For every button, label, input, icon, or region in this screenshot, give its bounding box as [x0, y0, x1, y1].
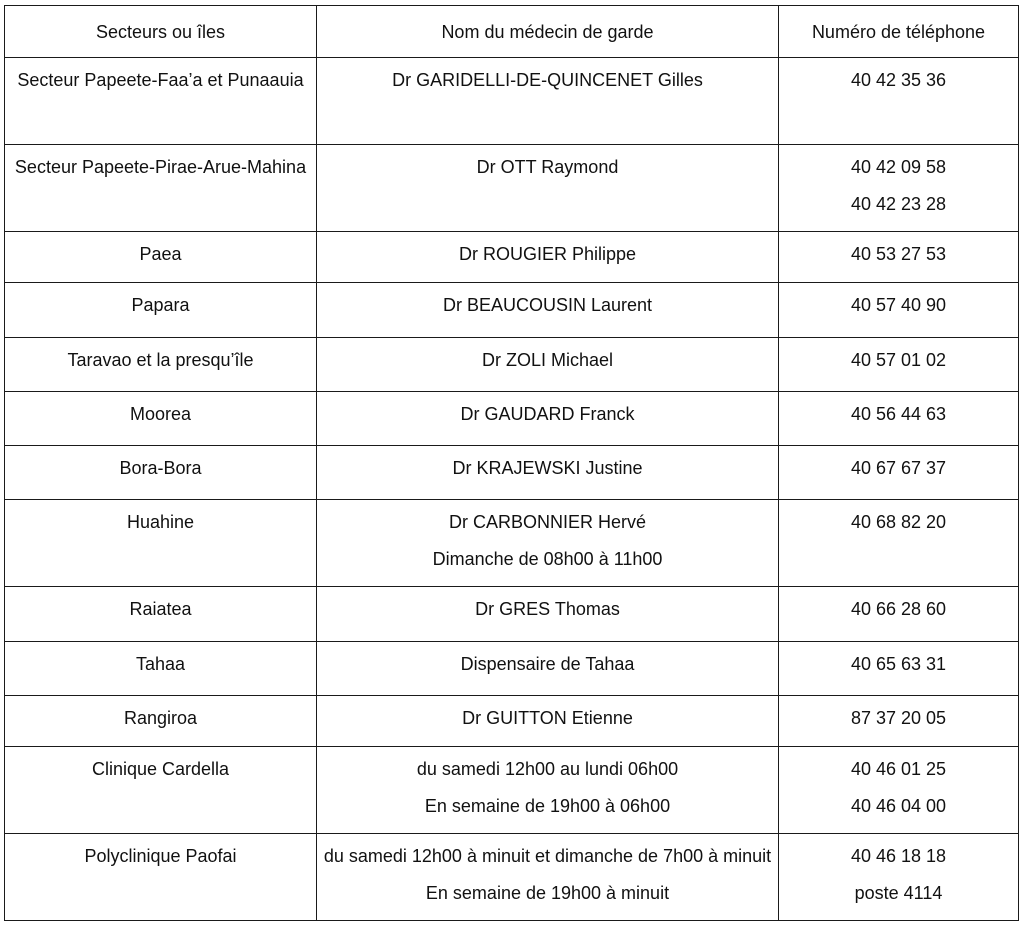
schedule-note: du samedi 12h00 au lundi 06h00 — [416, 759, 679, 779]
phone-number: 40 66 28 60 — [850, 599, 947, 619]
phone-cell — [779, 696, 1019, 747]
table-row — [5, 338, 1019, 392]
sector-cell — [5, 747, 317, 834]
header-phone: Numéro de téléphone — [779, 6, 1019, 58]
sector-cell — [5, 283, 317, 338]
table-row — [5, 232, 1019, 283]
phone-cell — [779, 500, 1019, 587]
header-sector: Secteurs ou îles — [5, 6, 317, 58]
phone-cell — [779, 338, 1019, 392]
phone-cell — [779, 587, 1019, 642]
header-doctor: Nom du médecin de garde — [317, 6, 779, 58]
sector-name: Raiatea — [129, 599, 192, 619]
table-row — [5, 834, 1019, 921]
sector-name: Polyclinique Paofai — [84, 846, 237, 866]
doctor-cell — [317, 145, 779, 232]
table-row — [5, 696, 1019, 747]
phone-number: 40 42 23 28 — [850, 194, 947, 214]
sector-name: Bora-Bora — [119, 458, 202, 478]
phone-cell — [779, 58, 1019, 145]
sector-name: Rangiroa — [123, 708, 198, 728]
doctor-name: Dr ROUGIER Philippe — [458, 244, 637, 264]
schedule-note: En semaine de 19h00 à 06h00 — [424, 796, 671, 816]
phone-number: 40 46 18 18 — [850, 846, 947, 866]
table-row — [5, 392, 1019, 446]
doctor-cell — [317, 500, 779, 587]
doctor-name: Dr KRAJEWSKI Justine — [452, 458, 643, 478]
sector-cell — [5, 696, 317, 747]
doctor-cell — [317, 392, 779, 446]
phone-cell — [779, 392, 1019, 446]
table-row — [5, 283, 1019, 338]
sector-cell — [5, 145, 317, 232]
sector-name: Paea — [139, 244, 182, 264]
sector-cell — [5, 587, 317, 642]
doctor-cell — [317, 696, 779, 747]
phone-number: 40 67 67 37 — [850, 458, 947, 478]
sector-name: Tahaa — [135, 654, 186, 674]
doctor-cell — [317, 232, 779, 283]
doctor-cell — [317, 587, 779, 642]
doctor-name: Dr CARBONNIER Hervé — [448, 512, 647, 532]
doctor-name: Dr GAUDARD Franck — [460, 404, 635, 424]
phone-number: 40 57 01 02 — [850, 350, 947, 370]
table-row — [5, 747, 1019, 834]
doctor-cell — [317, 834, 779, 921]
doctor-cell — [317, 446, 779, 500]
phone-cell — [779, 283, 1019, 338]
sector-cell — [5, 58, 317, 145]
doctor-name: Dr BEAUCOUSIN Laurent — [442, 295, 653, 315]
phone-number: 40 57 40 90 — [850, 295, 947, 315]
doctor-name: Dispensaire de Tahaa — [460, 654, 635, 674]
sector-name: Clinique Cardella — [91, 759, 230, 779]
phone-number: 40 68 82 20 — [850, 512, 947, 532]
schedule-note: du samedi 12h00 à minuit et dimanche de 7h00 à minuit — [323, 846, 772, 866]
doctor-name: Dr GRES Thomas — [475, 599, 620, 619]
doctor-name: Dr GARIDELLI-DE-QUINCENET Gilles — [392, 70, 703, 90]
doctor-name: Dr ZOLI Michael — [481, 350, 614, 370]
sector-cell — [5, 834, 317, 921]
sector-name: Huahine — [126, 512, 195, 532]
phone-cell — [779, 747, 1019, 834]
phone-number: 40 46 04 00 — [850, 796, 947, 816]
doctor-name: Dr OTT Raymond — [476, 157, 619, 177]
phone-number: 40 53 27 53 — [850, 244, 947, 264]
phone-cell — [779, 232, 1019, 283]
phone-cell — [779, 145, 1019, 232]
table-row — [5, 642, 1019, 696]
sector-cell — [5, 642, 317, 696]
phone-cell — [779, 834, 1019, 921]
table-row — [5, 446, 1019, 500]
doctor-cell — [317, 747, 779, 834]
phone-cell — [779, 642, 1019, 696]
sector-name: Taravao et la presqu’île — [67, 350, 254, 370]
schedule-note: Dimanche de 08h00 à 11h00 — [432, 549, 663, 569]
sector-cell — [5, 392, 317, 446]
sector-name: Moorea — [129, 404, 192, 424]
phone-number: 40 42 09 58 — [850, 157, 947, 177]
table-row — [5, 145, 1019, 232]
phone-number: 40 56 44 63 — [850, 404, 947, 424]
doctor-name: Dr GUITTON Etienne — [462, 708, 633, 728]
phone-number: 87 37 20 05 — [850, 708, 947, 728]
on-call-doctors-table — [4, 5, 1019, 921]
doctor-cell — [317, 283, 779, 338]
phone-number: 40 46 01 25 — [850, 759, 947, 779]
sector-cell — [5, 232, 317, 283]
table-row — [5, 500, 1019, 587]
doctor-cell — [317, 642, 779, 696]
phone-number: 40 65 63 31 — [850, 654, 947, 674]
sector-name: Secteur Papeete-Faa’a et Punaauia — [17, 70, 304, 90]
table-header-row — [5, 6, 1019, 58]
sector-name: Secteur Papeete-Pirae-Arue-Mahina — [14, 157, 307, 177]
sector-name: Papara — [131, 295, 190, 315]
phone-number: 40 42 35 36 — [850, 70, 947, 90]
phone-cell — [779, 446, 1019, 500]
phone-extension: poste 4114 — [854, 883, 943, 903]
doctor-cell — [317, 338, 779, 392]
doctor-cell — [317, 58, 779, 145]
table-row — [5, 58, 1019, 145]
sector-cell — [5, 338, 317, 392]
schedule-note: En semaine de 19h00 à minuit — [425, 883, 670, 903]
sector-cell — [5, 500, 317, 587]
sector-cell — [5, 446, 317, 500]
table-row — [5, 587, 1019, 642]
